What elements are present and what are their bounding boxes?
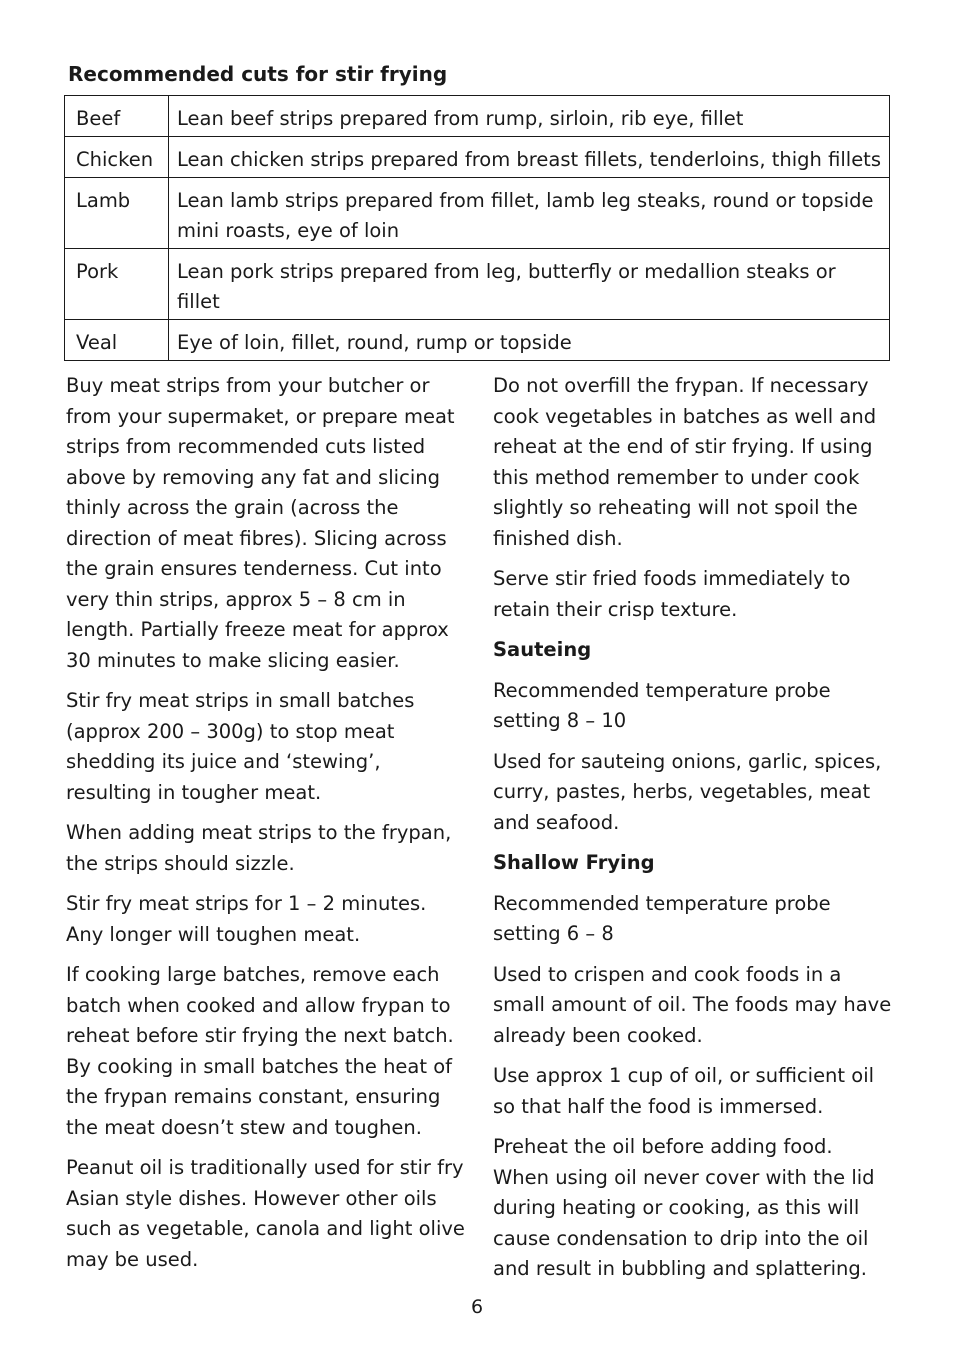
page-number: 6 [470,1296,484,1318]
table-row [65,137,890,178]
table-row [65,96,890,137]
paragraph: Used to crispen and cook foods in a small amount of oil. The foods may have already been cooked. [493,962,892,1047]
paragraph: Stir fry meat strips for 1 – 2 minutes. Any longer will toughen meat. [66,892,427,946]
right-column [493,371,893,1295]
cut-description: Lean pork strips prepared from leg, butterfly or medallion steaks or fillet [169,249,890,320]
cut-name: Beef [65,96,169,137]
paragraph: Peanut oil is traditionally used for stir fry Asian style dishes. However other oils such as vegetable, canola and light olive may be used. [66,1156,465,1271]
sauteing-usage: Used for sauteing onions, garlic, spices, curry, pastes, herbs, vegetables, meat and seafood. [493,749,882,834]
cut-name: Lamb [65,178,169,249]
paragraph: Serve stir fried foods immediately to retain their crisp texture. [493,567,851,621]
table-row [65,249,890,320]
paragraph: Stir fry meat strips in small batches (approx 200 – 300g) to stop meat shedding its juice and ‘stewing’, resulting in tougher meat. [66,689,415,804]
shallow-frying-setting: Recommended temperature probe setting 6 – 8 [493,891,831,945]
cut-name: Pork [65,249,169,320]
section-heading-shallow-frying: Shallow Frying [493,851,655,874]
table-row [65,320,890,361]
cut-name: Veal [65,320,169,361]
left-column [66,371,466,1285]
section-heading-sauteing: Sauteing [493,638,592,661]
sauteing-setting: Recommended temperature probe setting 8 – 10 [493,678,831,732]
table-title: Recommended cuts for stir frying [68,62,448,86]
paragraph: Use approx 1 cup of oil, or sufficient oil so that half the food is immersed. [493,1064,875,1118]
cut-description: Lean chicken strips prepared from breast fillets, tenderloins, thigh fillets [169,137,890,178]
cut-description: Lean lamb strips prepared from fillet, lamb leg steaks, round or topside mini roasts, eye of loin [169,178,890,249]
paragraph: Preheat the oil before adding food. When using oil never cover with the lid during heating or cooking, as this will cause condensation to drip into the oil and result in bubbling and splattering. [493,1135,875,1280]
paragraph: Buy meat strips from your butcher or from your supermaket, or prepare meat strips from recommended cuts listed above by removing any fat and slicing thinly across the grain (across the direction of meat fibres). Slicing across the grain ensures tenderness. Cut into very thin strips, approx 5 – 8 cm in length. Partially freeze meat for approx 30 minutes to make slicing easier. [66,374,455,672]
paragraph: When adding meat strips to the frypan, the strips should sizzle. [66,821,452,875]
cut-description: Lean beef strips prepared from rump, sirloin, rib eye, fillet [169,96,890,137]
cut-name: Chicken [65,137,169,178]
paragraph: Do not overfill the frypan. If necessary cook vegetables in batches as well and reheat at the end of stir frying. If using this method remember to under cook slightly so reheating will not spoil the finished dish. [493,374,877,550]
cut-description: Eye of loin, fillet, round, rump or topside [169,320,890,361]
cuts-table [64,95,890,361]
paragraph: If cooking large batches, remove each batch when cooked and allow frypan to reheat before stir frying the next batch. By cooking in small batches the heat of the frypan remains constant, ensuring the meat doesn’t stew and toughen. [66,963,454,1139]
table-row [65,178,890,249]
